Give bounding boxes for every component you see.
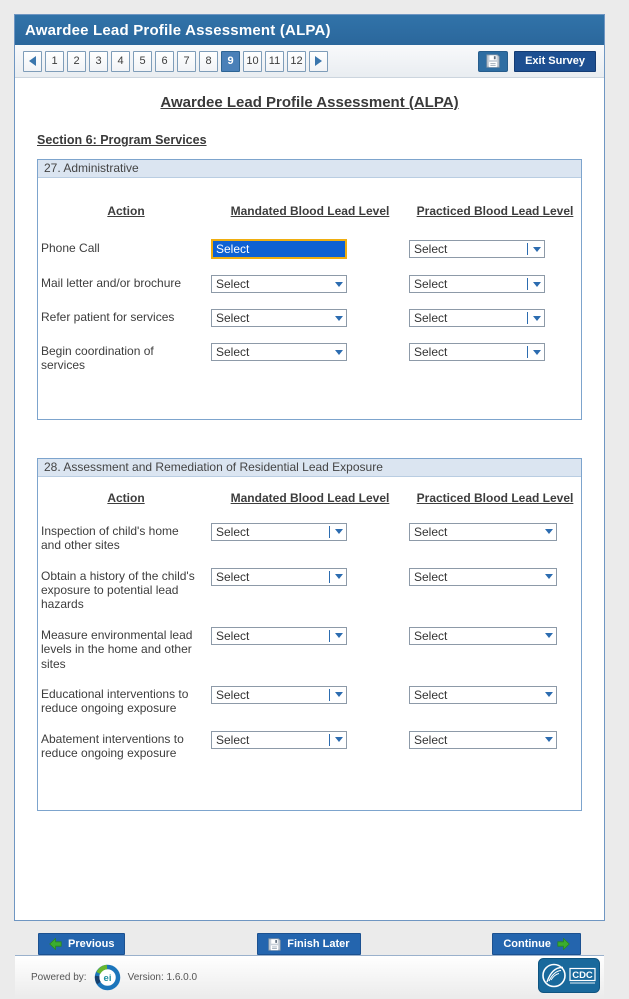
finish-later-button[interactable] [257,933,360,955]
select-value: Select [216,524,250,539]
action-label: Refer patient for services [41,310,175,324]
select-value: Select [216,277,250,291]
footer [15,955,604,999]
ei-logo-icon [94,964,121,991]
select-value: Select [216,242,250,256]
practiced-blood-lead-level-select[interactable] [409,343,545,361]
svg-text:ei: ei [103,973,112,985]
practiced-blood-lead-level-select[interactable] [409,731,557,749]
pager [23,51,331,72]
chevron-down-icon [545,687,553,703]
column-header-practiced: Practiced Blood Lead Level [416,490,574,505]
chevron-down-icon [329,732,343,748]
survey-content [15,78,604,955]
question-panel [37,458,582,812]
question-box [38,177,581,419]
pager-pages [45,51,309,72]
survey-window [14,14,605,985]
floppy-disk-icon [486,54,500,68]
action-label: Obtain a history of the child's exposure to potential lead hazards [41,568,195,612]
chevron-down-icon [329,628,343,644]
table-header-row [38,491,581,505]
question-box [38,476,581,811]
action-row [38,627,581,671]
select-value: Select [216,311,250,325]
continue-label: Continue [503,938,551,951]
pager-page-6[interactable]: 6 [155,51,174,72]
pager-page-8[interactable]: 8 [199,51,218,72]
app-title: Awardee Lead Profile Assessment (ALPA) [25,21,331,39]
section-heading: Section 6: Program Services [37,133,207,147]
select-value: Select [414,242,448,256]
cdc-label: CDC [572,969,593,981]
pager-page-10[interactable]: 10 [243,51,262,72]
chevron-down-icon [329,524,343,540]
practiced-blood-lead-level-select[interactable] [409,523,557,541]
select-value: Select [216,628,250,643]
pager-prev-button[interactable] [23,51,42,72]
previous-button[interactable] [38,933,125,955]
action-label: Measure environmental lead levels in the home and other sites [41,627,193,671]
chevron-down-icon [527,276,541,292]
chevron-down-icon [545,524,553,540]
cdc-hhs-logo-icon [538,958,600,993]
select-value: Select [216,569,250,584]
pager-page-11[interactable]: 11 [265,51,284,72]
table-header-row [38,204,581,218]
select-value: Select [414,569,448,584]
column-header-mandated: Mandated Blood Lead Level [230,204,390,218]
column-header-practiced: Practiced Blood Lead Level [416,204,574,218]
chevron-down-icon [329,687,343,703]
finish-later-label: Finish Later [287,938,350,951]
practiced-blood-lead-level-select[interactable] [409,568,557,586]
chevron-down-icon [335,344,343,360]
practiced-blood-lead-level-select[interactable] [409,275,545,293]
select-value: Select [414,628,448,643]
action-label: Educational interventions to reduce ongoing exposure [41,686,189,716]
mandated-blood-lead-level-select[interactable] [211,239,347,259]
chevron-down-icon [335,276,343,292]
action-label: Phone Call [41,241,100,255]
mandated-blood-lead-level-select[interactable] [211,275,347,293]
continue-button[interactable] [492,933,581,955]
question-list [37,159,582,811]
action-label: Inspection of child's home and other sites [41,523,179,553]
select-value: Select [414,311,448,325]
action-row [38,686,581,716]
column-header-mandated: Mandated Blood Lead Level [230,490,390,505]
mandated-blood-lead-level-select[interactable] [211,627,347,645]
pager-page-7[interactable]: 7 [177,51,196,72]
cdc-logo [538,958,600,998]
action-row [38,343,581,373]
page-title: Awardee Lead Profile Assessment (ALPA) [160,94,459,111]
question-panel [37,159,582,420]
select-value: Select [414,345,448,359]
right-triangle-icon [315,56,322,66]
nav-buttons [37,933,582,955]
action-row [38,240,581,259]
mandated-blood-lead-level-select[interactable] [211,523,347,541]
mandated-blood-lead-level-select[interactable] [211,343,347,361]
action-row [38,568,581,612]
practiced-blood-lead-level-select[interactable] [409,309,545,327]
column-header-action: Action [107,204,145,218]
chevron-down-icon [527,344,541,360]
pager-page-1[interactable]: 1 [45,51,64,72]
version-label: Version: 1.6.0.0 [127,972,198,984]
action-label: Begin coordination of services [41,344,154,373]
pager-page-2[interactable]: 2 [67,51,86,72]
exit-survey-button[interactable]: Exit Survey [514,51,596,72]
chevron-down-icon [545,732,553,748]
select-value: Select [414,277,448,291]
floppy-disk-icon [268,938,281,951]
question-title: 27. Administrative [38,160,581,177]
column-header-action: Action [107,490,145,505]
pager-page-4[interactable]: 4 [111,51,130,72]
select-value: Select [414,732,448,747]
pager-page-3[interactable]: 3 [89,51,108,72]
chevron-down-icon [329,569,343,585]
select-value: Select [216,732,250,747]
pager-page-12[interactable]: 12 [287,51,306,72]
pager-next-button[interactable] [309,51,328,72]
chevron-down-icon [335,310,343,326]
app-header [15,15,604,45]
powered-by-label: Powered by: [31,972,87,984]
mandated-blood-lead-level-select[interactable] [211,309,347,327]
practiced-blood-lead-level-select[interactable] [409,627,557,645]
previous-label: Previous [68,938,115,951]
question-title: 28. Assessment and Remediation of Residential Lead Exposure [38,459,581,476]
action-row [38,309,581,327]
practiced-blood-lead-level-select[interactable] [409,686,557,704]
left-triangle-icon [29,56,36,66]
action-label: Mail letter and/or brochure [41,276,182,290]
chevron-down-icon [527,310,541,326]
select-value: Select [216,687,250,702]
practiced-blood-lead-level-select[interactable] [409,240,545,258]
action-row [38,523,581,553]
green-arrow-left-icon [49,938,62,950]
chevron-down-icon [545,628,553,644]
pager-page-5[interactable]: 5 [133,51,152,72]
select-value: Select [414,524,448,539]
action-row [38,731,581,761]
pager-page-9[interactable]: 9 [221,51,240,72]
action-row [38,275,581,293]
mandated-blood-lead-level-select[interactable] [211,731,347,749]
action-label: Abatement interventions to reduce ongoing exposure [41,731,184,761]
save-button[interactable] [478,51,508,72]
select-value: Select [216,345,250,359]
toolbar-right [478,51,596,72]
mandated-blood-lead-level-select[interactable] [211,568,347,586]
select-value: Select [414,687,448,702]
chevron-down-icon [545,569,553,585]
green-arrow-right-icon [557,938,570,950]
toolbar [15,45,604,78]
chevron-down-icon [527,241,541,257]
mandated-blood-lead-level-select[interactable] [211,686,347,704]
